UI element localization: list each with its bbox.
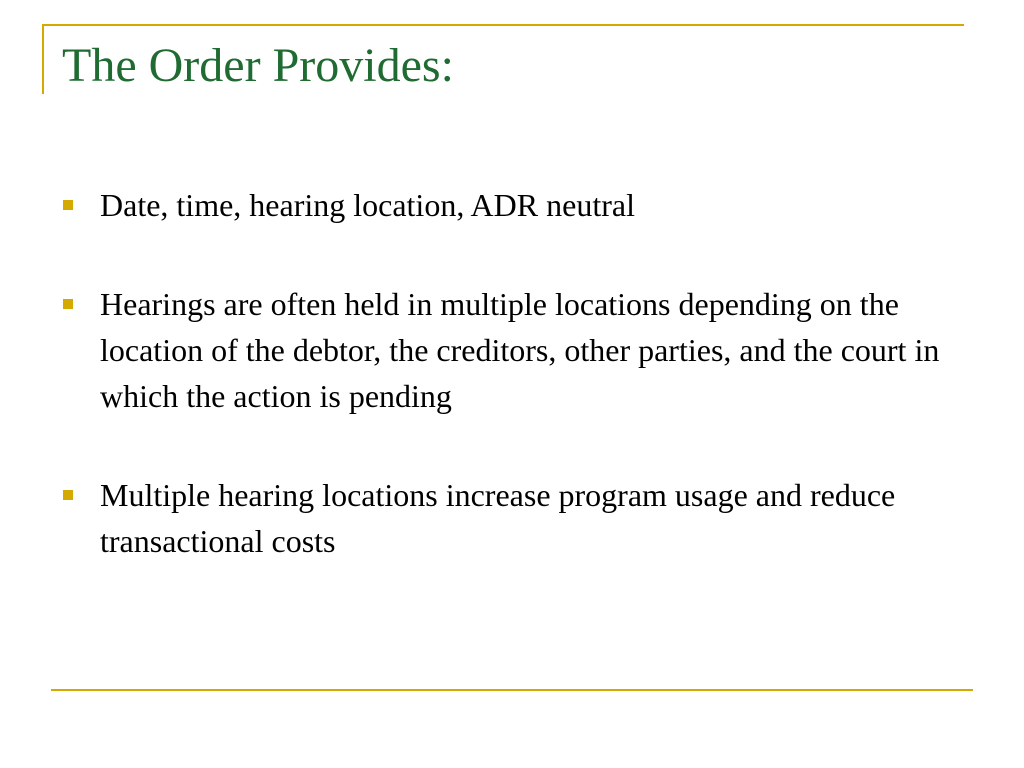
- frame-top-rule: [42, 24, 964, 26]
- square-bullet-icon: [60, 281, 100, 327]
- slide-title: The Order Provides:: [62, 39, 454, 92]
- bullet-item-date-time: [60, 182, 950, 228]
- square-bullet-shape: [63, 299, 73, 309]
- square-bullet-icon: [60, 182, 100, 228]
- bullet-item-hearing-locations: [60, 281, 950, 419]
- square-bullet-icon: [60, 472, 100, 518]
- bullet-text: Hearings are often held in multiple locations depending on the location of the debtor, the creditors, other parties, and the court in which the action is pending: [100, 286, 940, 414]
- square-bullet-shape: [63, 200, 73, 210]
- frame-left-rule: [42, 24, 44, 94]
- bullet-text: Date, time, hearing location, ADR neutral: [100, 187, 635, 223]
- frame-bottom-rule: [51, 689, 973, 691]
- square-bullet-shape: [63, 490, 73, 500]
- bullet-list: [60, 182, 950, 564]
- bullet-item-program-usage: [60, 472, 950, 564]
- bullet-text: Multiple hearing locations increase program usage and reduce transactional costs: [100, 477, 896, 559]
